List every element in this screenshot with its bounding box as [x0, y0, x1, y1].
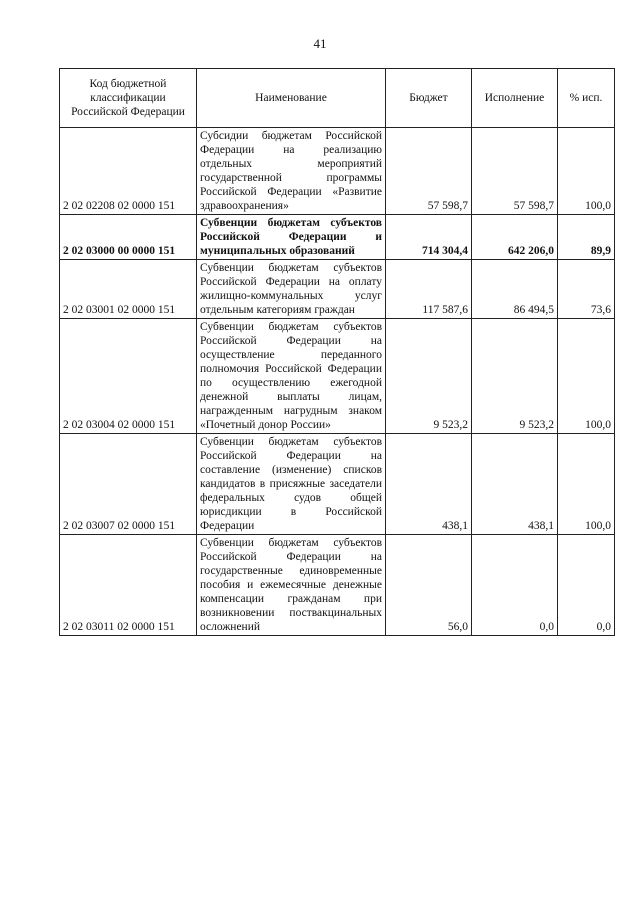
- header-name: Наименование: [197, 69, 386, 128]
- row-budget: 9 523,2: [386, 319, 472, 434]
- header-code: Код бюджетной классификации Российской Федерации: [60, 69, 197, 128]
- row-code: 2 02 03000 00 0000 151: [60, 215, 197, 260]
- header-execution: Исполнение: [472, 69, 558, 128]
- row-percent: 89,9: [558, 215, 615, 260]
- row-code: 2 02 03001 02 0000 151: [60, 260, 197, 319]
- page-number: 41: [313, 36, 327, 51]
- row-name: Субвенции бюджетам субъектов Российской Федерации и муниципальных образований: [197, 215, 386, 260]
- row-code: 2 02 03011 02 0000 151: [60, 535, 197, 636]
- row-budget: 714 304,4: [386, 215, 472, 260]
- row-name: Субвенции бюджетам субъектов Российской Федерации на осуществление переданного полномочия Российской Федерации по осуществлению ежегодной денежной выплаты лицам, награжденным нагрудным знаком «Почетный донор России»: [197, 319, 386, 434]
- row-percent: 73,6: [558, 260, 615, 319]
- row-execution: 9 523,2: [472, 319, 558, 434]
- row-execution: 438,1: [472, 434, 558, 535]
- row-budget: 117 587,6: [386, 260, 472, 319]
- row-name: Субсидии бюджетам Российской Федерации на реализацию отдельных мероприятий государственной программы Российской Федерации «Развитие здравоохранения»: [197, 128, 386, 215]
- row-budget: 57 598,7: [386, 128, 472, 215]
- row-budget: 56,0: [386, 535, 472, 636]
- header-budget: Бюджет: [386, 69, 472, 128]
- budget-execution-table: [59, 68, 615, 636]
- row-code: 2 02 03007 02 0000 151: [60, 434, 197, 535]
- row-name: Субвенции бюджетам субъектов Российской Федерации на оплату жилищно-коммунальных услуг отдельным категориям граждан: [197, 260, 386, 319]
- row-code: 2 02 02208 02 0000 151: [60, 128, 197, 215]
- row-name: Субвенции бюджетам субъектов Российской Федерации на составление (изменение) списков кандидатов в присяжные заседатели федеральных судов общей юрисдикции в Российской Федерации: [197, 434, 386, 535]
- table-row: [60, 128, 615, 215]
- table-header-row: [60, 69, 615, 128]
- row-budget: 438,1: [386, 434, 472, 535]
- row-percent: 100,0: [558, 434, 615, 535]
- row-code: 2 02 03004 02 0000 151: [60, 319, 197, 434]
- table-row: [60, 535, 615, 636]
- row-execution: 86 494,5: [472, 260, 558, 319]
- row-execution: 0,0: [472, 535, 558, 636]
- table-row: [60, 434, 615, 535]
- row-execution: 57 598,7: [472, 128, 558, 215]
- table-row: [60, 260, 615, 319]
- row-percent: 100,0: [558, 128, 615, 215]
- header-percent: % исп.: [558, 69, 615, 128]
- table-row: [60, 319, 615, 434]
- row-percent: 100,0: [558, 319, 615, 434]
- row-percent: 0,0: [558, 535, 615, 636]
- row-name: Субвенции бюджетам субъектов Российской Федерации на государственные единовременные пособия и ежемесячные денежные компенсации гражданам при возникновении поствакцинальных осложнений: [197, 535, 386, 636]
- row-execution: 642 206,0: [472, 215, 558, 260]
- table-row-subtotal: [60, 215, 615, 260]
